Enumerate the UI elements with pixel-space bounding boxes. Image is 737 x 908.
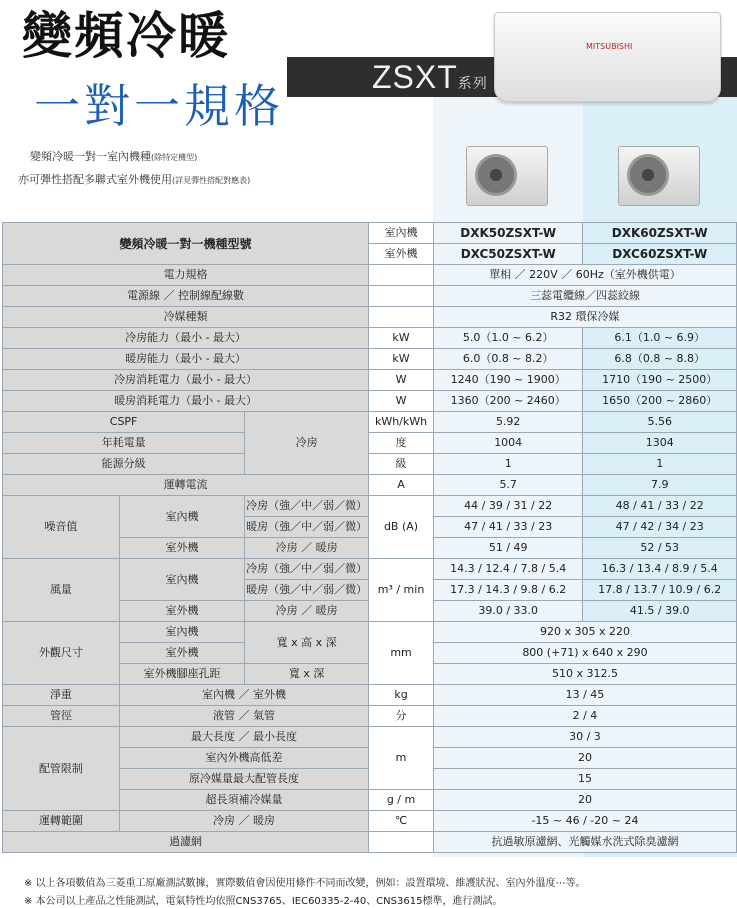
cooling-group-label: 冷房 [245, 412, 369, 475]
model1-value: 51 / 49 [433, 538, 583, 559]
airflow-heat-label: 暖房（強／中／弱／微） [245, 580, 369, 601]
model1-value: 44 / 39 / 31 / 22 [433, 496, 583, 517]
page-title: 變頻冷暖 [22, 7, 230, 65]
model2-value: 1 [583, 454, 737, 475]
dims-wd: 寬 x 深 [245, 664, 369, 685]
model1-value: 1360（200 ~ 2460） [433, 391, 583, 412]
filter-label: 過濾網 [3, 832, 369, 853]
pipe-extra-unit: g / m [369, 790, 434, 811]
pipe-extra-value: 20 [433, 790, 736, 811]
model1-outdoor: DXC50ZSXT-W [433, 244, 583, 265]
footnote-2: ※ 本公司以上產品之性能測試，電氣特性均依照CNS3765、IEC60335-2-40、CNS3615標準，進行測試。 [24, 896, 503, 907]
model1-value: 5.7 [433, 475, 583, 496]
pipe-sub: 液管 ／ 氣管 [119, 706, 368, 727]
model2-value: 52 / 53 [583, 538, 737, 559]
row-label: 暖房能力（最小 - 最大） [3, 349, 369, 370]
model1-value: 6.0（0.8 ~ 8.2） [433, 349, 583, 370]
airflow-label: 風量 [3, 559, 120, 622]
row-label: 冷房消耗電力（最小 - 最大） [3, 370, 369, 391]
airflow-indoor: 室內機 [119, 559, 244, 601]
model2-value: 47 / 42 / 34 / 23 [583, 517, 737, 538]
pipe-max-min-label: 最大長度 ／ 最小長度 [119, 727, 368, 748]
row-unit: 級 [369, 454, 434, 475]
model1-value: 5.92 [433, 412, 583, 433]
airflow-unit: m³ / min [369, 559, 434, 622]
brand-logo: MITSUBISHI [586, 42, 633, 51]
row-unit: kW [369, 349, 434, 370]
footnote-1: ※ 以上各項數值為三菱重工原廠測試數據，實際數值會因使用條件不同而改變，例如：設置環境、維護狀況、室內外溫度⋯等。 [24, 878, 586, 889]
noise-outdoor: 室外機 [119, 538, 244, 559]
outdoor-unit-image-1 [466, 146, 548, 206]
pipe-precharge-value: 15 [433, 769, 736, 790]
noise-indoor: 室內機 [119, 496, 244, 538]
row-label: 電力規格 [3, 265, 369, 286]
row-label: 電源線 ／ 控制線配線數 [3, 286, 369, 307]
series-name: ZSXT系列 [372, 59, 488, 95]
pipe-label: 管徑 [3, 706, 120, 727]
page-subtitle: 一對一規格 [34, 79, 284, 133]
pipe-height-value: 20 [433, 748, 736, 769]
pipe-precharge-label: 原冷媒量最大配管長度 [119, 769, 368, 790]
model-header-label: 變頻冷暖一對一機種型號 [3, 223, 369, 265]
pipe-extra-label: 超長須補冷媒量 [119, 790, 368, 811]
range-sub: 冷房 ／ 暖房 [119, 811, 368, 832]
filter-value: 抗過敏原濾網、光觸媒水洗式除臭濾網 [433, 832, 736, 853]
model1-value: 47 / 41 / 33 / 23 [433, 517, 583, 538]
row-unit: W [369, 391, 434, 412]
noise-heat-label: 暖房（強／中／弱／微） [245, 517, 369, 538]
header-outdoor: 室外機 [369, 244, 434, 265]
model2-indoor: DXK60ZSXT-W [583, 223, 737, 244]
pipe-height-label: 室內外機高低差 [119, 748, 368, 769]
row-unit: 度 [369, 433, 434, 454]
weight-unit: kg [369, 685, 434, 706]
row-value: 單相 ／ 220V ／ 60Hz（室外機供電） [433, 265, 736, 286]
model2-value: 1304 [583, 433, 737, 454]
dims-indoor: 室內機 [119, 622, 244, 643]
note-indoor-compat: 變頻冷暖一對一室內機種(除特定機型) [30, 150, 198, 163]
model2-value: 6.1（1.0 ~ 6.9） [583, 328, 737, 349]
dims-indoor-value: 920 x 305 x 220 [433, 622, 736, 643]
model2-value: 7.9 [583, 475, 737, 496]
model2-value: 1710（190 ~ 2500） [583, 370, 737, 391]
model1-value: 5.0（1.0 ~ 6.2） [433, 328, 583, 349]
row-value: 三蕊電纜線／四蕊絞線 [433, 286, 736, 307]
model2-value: 1650（200 ~ 2860） [583, 391, 737, 412]
row-value: R32 環保冷媒 [433, 307, 736, 328]
dims-foot: 室外機腳座孔距 [119, 664, 244, 685]
model1-value: 1004 [433, 433, 583, 454]
weight-sub: 室內機 ／ 室外機 [119, 685, 368, 706]
row-label: 冷房能力（最小 - 最大） [3, 328, 369, 349]
model1-value: 17.3 / 14.3 / 9.8 / 6.2 [433, 580, 583, 601]
model2-value: 41.5 / 39.0 [583, 601, 737, 622]
note-multi-compat: 亦可彈性搭配多聯式室外機使用(詳見彈性搭配對應表) [18, 173, 251, 186]
pipe-limit-label: 配管限制 [3, 727, 120, 811]
row-label: 冷媒種類 [3, 307, 369, 328]
model1-value: 14.3 / 12.4 / 7.8 / 5.4 [433, 559, 583, 580]
noise-unit: dB (A) [369, 496, 434, 559]
dims-outdoor: 室外機 [119, 643, 244, 664]
dims-outdoor-value: 800 (+71) x 640 x 290 [433, 643, 736, 664]
model2-value: 16.3 / 13.4 / 8.9 / 5.4 [583, 559, 737, 580]
outdoor-unit-image-2 [618, 146, 700, 206]
row-label: 能源分級 [3, 454, 245, 475]
noise-cool-label: 冷房（強／中／弱／微） [245, 496, 369, 517]
row-label: 年耗電量 [3, 433, 245, 454]
weight-value: 13 / 45 [433, 685, 736, 706]
dims-label: 外觀尺寸 [3, 622, 120, 685]
model2-value: 6.8（0.8 ~ 8.8） [583, 349, 737, 370]
model1-value: 1 [433, 454, 583, 475]
airflow-out-label: 冷房 ／ 暖房 [245, 601, 369, 622]
row-unit: W [369, 370, 434, 391]
spec-table [2, 222, 737, 853]
airflow-cool-label: 冷房（強／中／弱／微） [245, 559, 369, 580]
noise-out-label: 冷房 ／ 暖房 [245, 538, 369, 559]
row-unit: A [369, 475, 434, 496]
row-label: 運轉電流 [3, 475, 369, 496]
model2-outdoor: DXC60ZSXT-W [583, 244, 737, 265]
pipe-unit: 分 [369, 706, 434, 727]
row-unit: kW [369, 328, 434, 349]
range-unit: ℃ [369, 811, 434, 832]
pipe-value: 2 / 4 [433, 706, 736, 727]
weight-label: 淨重 [3, 685, 120, 706]
row-label: 暖房消耗電力（最小 - 最大） [3, 391, 369, 412]
indoor-unit-image [494, 12, 721, 102]
header-indoor: 室內機 [369, 223, 434, 244]
model2-value: 48 / 41 / 33 / 22 [583, 496, 737, 517]
airflow-outdoor: 室外機 [119, 601, 244, 622]
dims-foot-value: 510 x 312.5 [433, 664, 736, 685]
range-label: 運轉範圍 [3, 811, 120, 832]
row-unit: kWh/kWh [369, 412, 434, 433]
range-value: -15 ~ 46 / -20 ~ 24 [433, 811, 736, 832]
model1-value: 39.0 / 33.0 [433, 601, 583, 622]
model1-value: 1240（190 ~ 1900） [433, 370, 583, 391]
noise-label: 噪音值 [3, 496, 120, 559]
model2-value: 17.8 / 13.7 / 10.9 / 6.2 [583, 580, 737, 601]
row-label: CSPF [3, 412, 245, 433]
pipe-max-min-value: 30 / 3 [433, 727, 736, 748]
model2-value: 5.56 [583, 412, 737, 433]
dims-unit: mm [369, 622, 434, 685]
model1-indoor: DXK50ZSXT-W [433, 223, 583, 244]
pipe-limit-unit: m [369, 727, 434, 790]
dims-hwd: 寬 x 高 x 深 [245, 622, 369, 664]
